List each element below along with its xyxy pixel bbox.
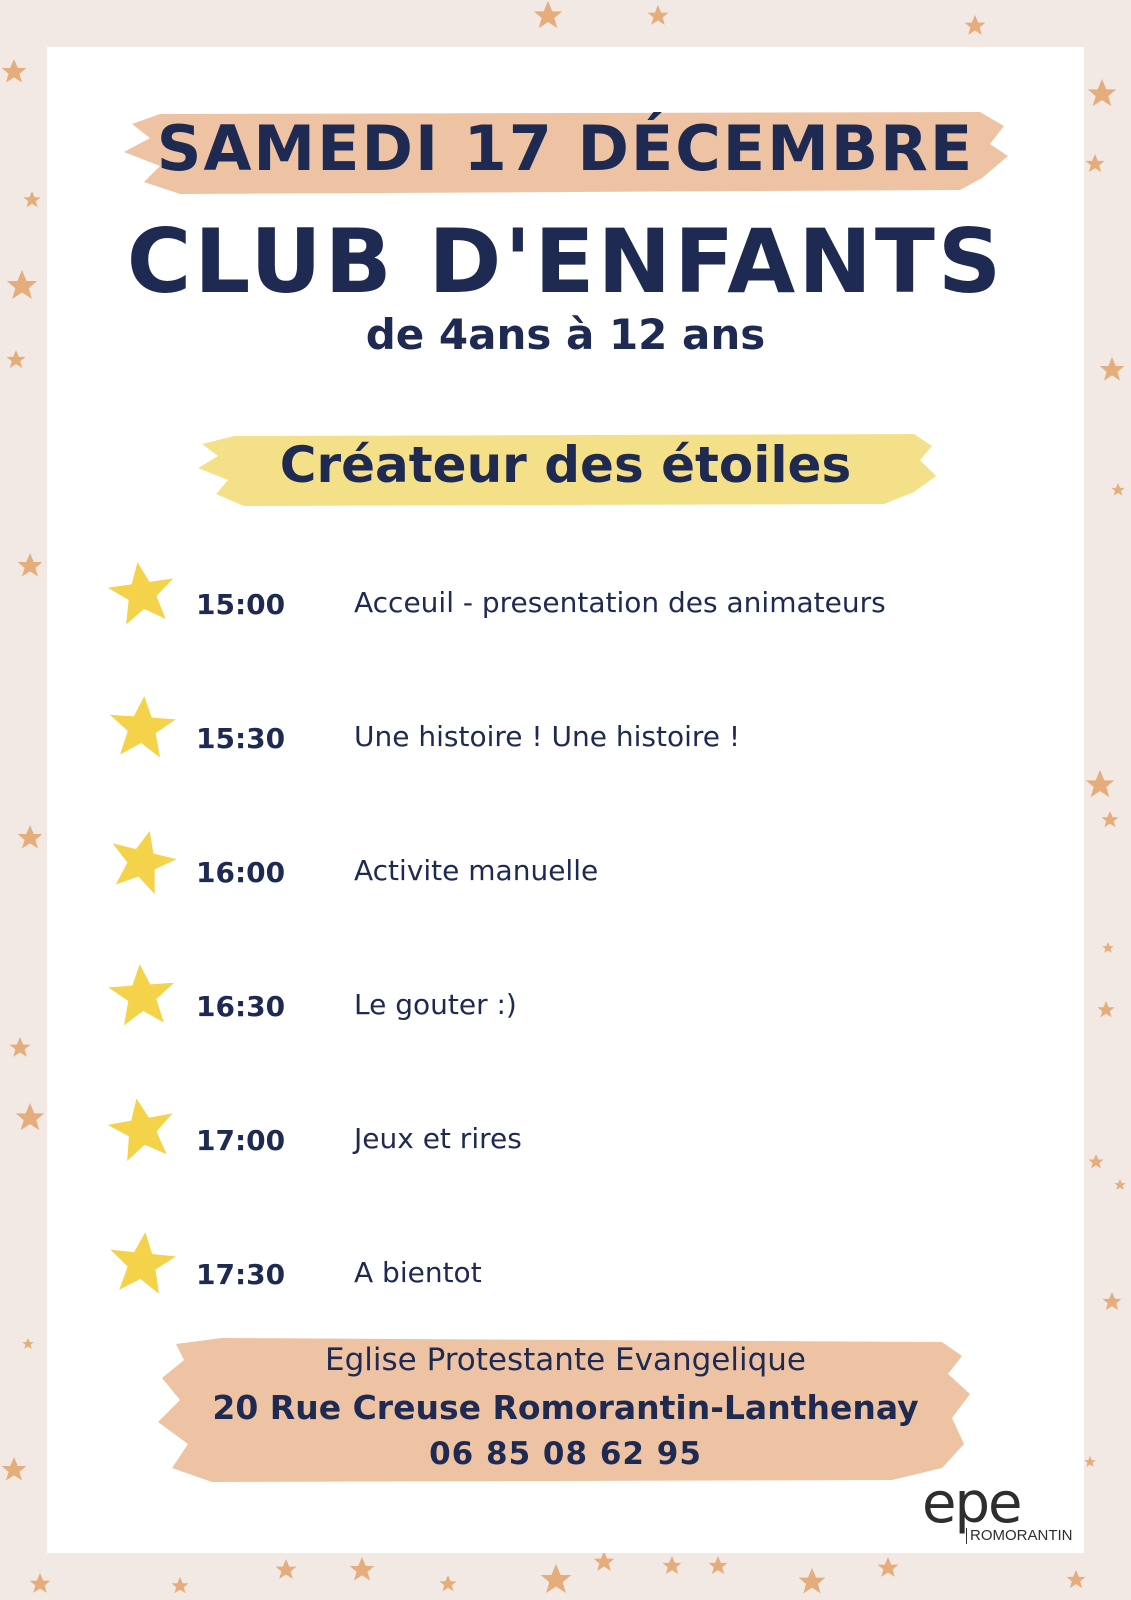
schedule-activity: Le gouter :) bbox=[354, 988, 517, 1021]
schedule-item bbox=[0, 1094, 1131, 1174]
star-icon bbox=[100, 960, 184, 1032]
event-title: CLUB D'ENFANTS bbox=[126, 210, 1005, 313]
schedule-time: 16:30 bbox=[196, 990, 286, 1023]
schedule-item bbox=[0, 692, 1131, 772]
church-phone: 06 85 08 62 95 bbox=[429, 1436, 702, 1472]
schedule-activity: Une histoire ! Une histoire ! bbox=[354, 720, 741, 753]
schedule-activity: A bientot bbox=[354, 1256, 482, 1289]
schedule-time: 17:30 bbox=[196, 1258, 286, 1291]
schedule-activity: Activite manuelle bbox=[354, 854, 599, 887]
schedule-item bbox=[0, 558, 1131, 638]
star-icon bbox=[100, 1228, 184, 1300]
schedule-time: 16:00 bbox=[196, 856, 286, 889]
event-date: SAMEDI 17 DÉCEMBRE bbox=[156, 112, 975, 185]
schedule-item bbox=[0, 826, 1131, 906]
schedule-item bbox=[0, 1228, 1131, 1308]
star-icon bbox=[100, 826, 184, 898]
logo-mark: epe bbox=[922, 1471, 1021, 1536]
age-range: de 4ans à 12 ans bbox=[365, 310, 766, 359]
schedule-activity: Acceuil - presentation des animateurs bbox=[354, 586, 886, 619]
schedule-time: 17:00 bbox=[196, 1124, 286, 1157]
schedule-time: 15:00 bbox=[196, 588, 286, 621]
schedule-time: 15:30 bbox=[196, 722, 286, 755]
schedule-item bbox=[0, 960, 1131, 1040]
star-icon bbox=[100, 692, 184, 764]
star-icon bbox=[100, 558, 184, 630]
epe-logo bbox=[922, 1471, 1082, 1550]
church-name: Eglise Protestante Evangelique bbox=[325, 1342, 806, 1378]
logo-subtitle: ROMORANTIN bbox=[966, 1528, 1073, 1544]
schedule-activity: Jeux et rires bbox=[354, 1122, 522, 1155]
star-icon bbox=[100, 1094, 184, 1166]
church-address: 20 Rue Creuse Romorantin-Lanthenay bbox=[212, 1388, 919, 1427]
theme-title: Créateur des étoiles bbox=[279, 436, 852, 494]
